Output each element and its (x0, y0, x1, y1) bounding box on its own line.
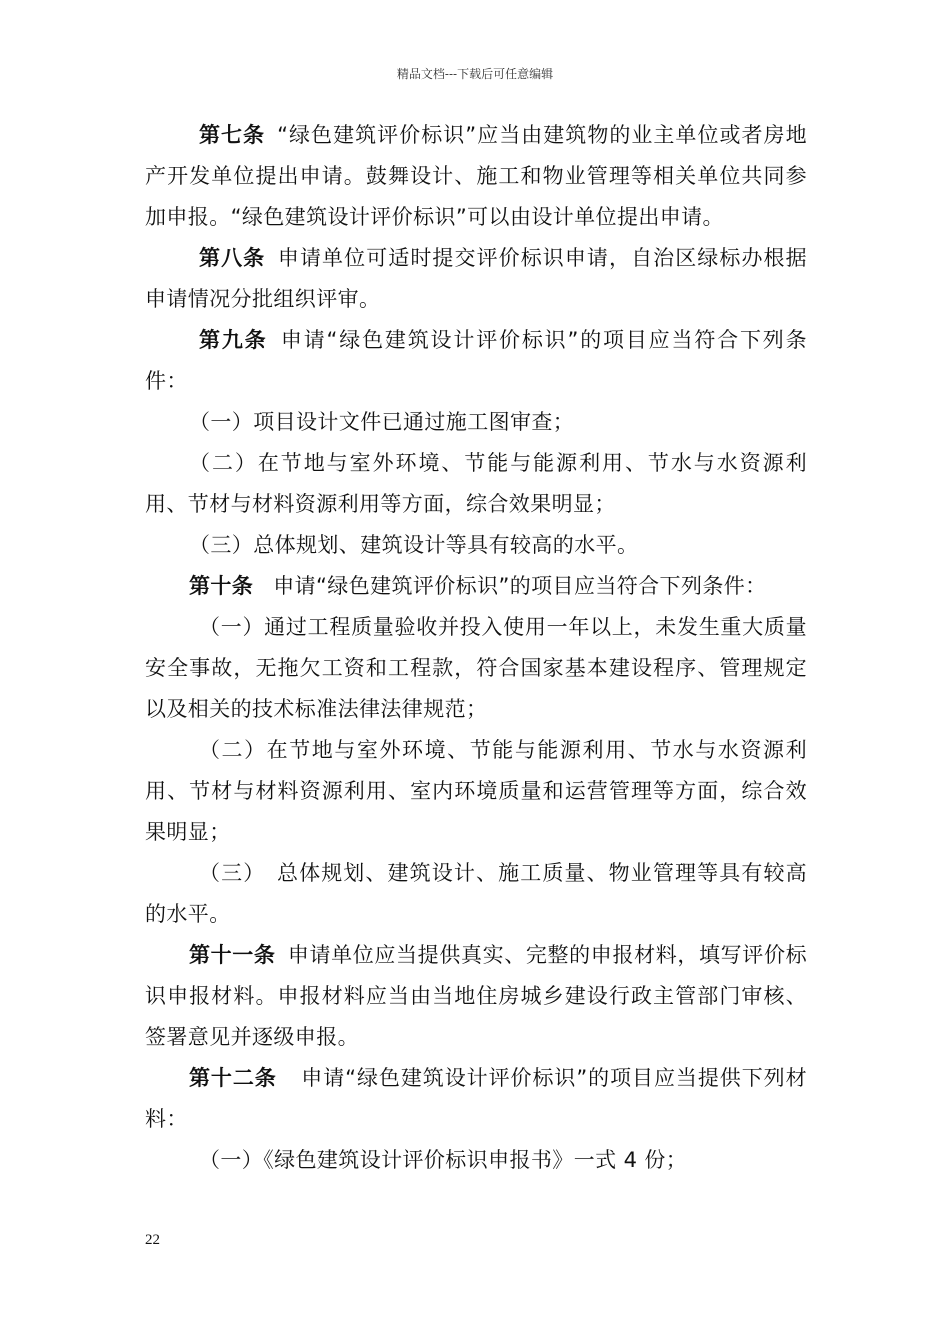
article-9-item-1: （一）项目设计文件已通过施工图审查； (189, 410, 575, 434)
article-12-item-1: （一）《绿色建筑设计评价标识申报书》一式 4 份； (199, 1148, 688, 1172)
article-10-heading: 第十条 (189, 574, 254, 598)
article-10-item-3: （三） 总体规划、建筑设计、施工质量、物业管理等具有较高的水平。 (145, 861, 807, 926)
article-8-text: 申请单位可适时提交评价标识申请，自治区绿标办根据申请情况分批组织评审。 (145, 246, 807, 311)
article-10 (145, 566, 807, 607)
article-11-text: 申请单位应当提供真实、完整的申报材料，填写评价标识申报材料。申报材料应当由当地住房城乡建设行政主管部门审核、签署意见并逐级申报。 (145, 943, 807, 1049)
article-12-heading: 第十二条 (189, 1066, 277, 1090)
article-7-heading: 第七条 (199, 123, 266, 147)
article-10-item-2: （二）在节地与室外环境、节能与能源利用、节水与水资源利用、节材与材料资源利用、室内环境质量和运营管理等方面，综合效果明显； (145, 738, 807, 844)
page-header: 精品文档---下载后可任意编辑 (396, 67, 554, 81)
article-12 (145, 1058, 807, 1140)
article-9-heading: 第九条 (199, 328, 268, 352)
page-number: 22 (145, 1232, 160, 1248)
article-11 (145, 935, 807, 1058)
article-8 (145, 238, 807, 320)
article-7 (145, 115, 807, 238)
article-11-heading: 第十一条 (189, 943, 276, 967)
document-body (145, 115, 807, 1181)
article-9-text: 申请“绿色建筑设计评价标识”的项目应当符合下列条件： (145, 328, 808, 393)
article-9-item-3: （三）总体规划、建筑设计等具有较高的水平。 (189, 533, 639, 557)
article-12-text: 申请“绿色建筑设计评价标识”的项目应当提供下列材料： (145, 1066, 807, 1131)
article-10-item-1: （一）通过工程质量验收并投入使用一年以上，未发生重大质量安全事故，无拖欠工资和工程款，符合国家基本建设程序、管理规定以及相关的技术标准法律法律规范； (145, 615, 807, 721)
article-9 (145, 320, 807, 402)
article-7-text: “绿色建筑评价标识”应当由建筑物的业主单位或者房地产开发单位提出申请。鼓舞设计、施工和物业管理等相关单位共同参加申报。“绿色建筑设计评价标识”可以由设计单位提出申请。 (145, 123, 807, 229)
article-8-heading: 第八条 (199, 246, 266, 270)
article-9-item-2: （二）在节地与室外环境、节能与能源利用、节水与水资源利用、节材与材料资源利用等方面，综合效果明显； (145, 451, 807, 516)
article-10-text: 申请“绿色建筑评价标识”的项目应当符合下列条件： (273, 574, 767, 598)
